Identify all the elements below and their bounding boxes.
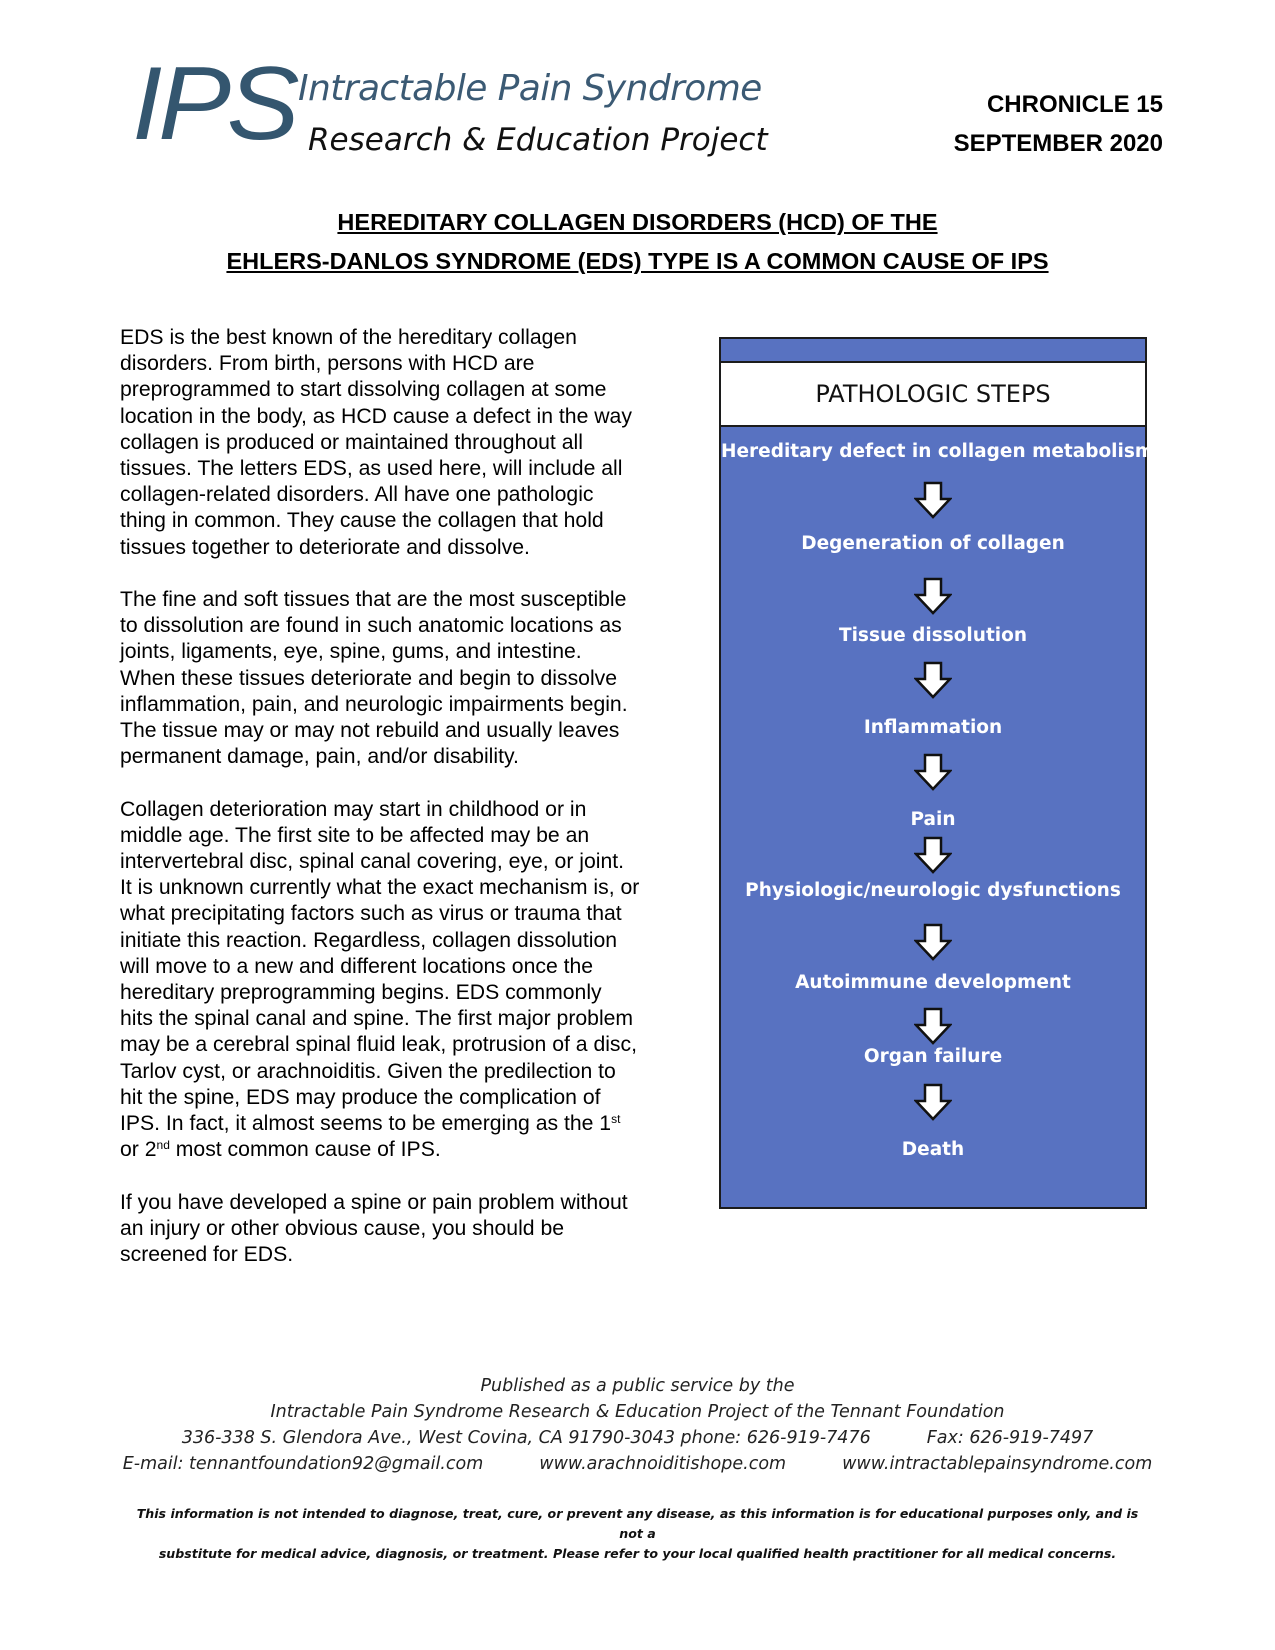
footer-address-row (0, 1425, 1275, 1451)
text-line: It is unknown currently what the exact mechanism is, or (120, 876, 640, 900)
superscript-st: st (611, 1112, 621, 1127)
text-line: IPS. In fact, it almost seems to be emerging as the 1 (120, 1112, 612, 1136)
title-line-1: HEREDITARY COLLAGEN DISORDERS (HCD) OF THE (337, 209, 938, 235)
text-line: may be a cerebral spinal fluid leak, protrusion of a disc, (120, 1033, 638, 1057)
text-line: hereditary preprogramming begins. EDS commonly (120, 981, 602, 1005)
down-arrow-icon (914, 577, 952, 615)
down-arrow-icon (914, 1083, 952, 1121)
text-line: initiate this reaction. Regardless, collagen dissolution (120, 928, 618, 952)
footer (0, 1373, 1275, 1477)
text-line: intervertebral disc, spinal canal covering, eye, or joint. (120, 850, 625, 874)
title-line-2: EHLERS-DANLOS SYNDROME (EDS) TYPE IS A COMMON CAUSE OF IPS (226, 248, 1049, 274)
disclaimer-line-2: substitute for medical advice, diagnosis, or treatment. Please refer to your local qualified health practitioner for all medical concerns. (158, 1546, 1117, 1561)
text-line: middle age. The first site to be affected may be an (120, 823, 590, 847)
paragraph-2 (120, 587, 680, 770)
text-line: joints, ligaments, eye, spine, gums, and intestine. (120, 640, 582, 664)
paragraph-1 (120, 325, 680, 561)
text-line: thing in common. They cause the collagen that hold (120, 509, 604, 533)
text-line: tissues together to deteriorate and dissolve. (120, 535, 530, 559)
text-line: an injury or other obvious cause, you should be (120, 1216, 565, 1240)
text-line: screened for EDS. (120, 1243, 294, 1267)
text-line: Tarlov cyst, or arachnoiditis. Given the predilection to (120, 1059, 616, 1083)
text-line: disorders. From birth, persons with HCD are (120, 352, 535, 376)
text-line: permanent damage, pain, and/or disability. (120, 745, 519, 769)
logo-line-1: Intractable Pain Syndrome (298, 68, 762, 109)
paragraph-4 (120, 1190, 680, 1269)
footer-line-2: Intractable Pain Syndrome Research & Education Project of the Tennant Foundation (270, 1402, 1005, 1422)
footer-address: 336-338 S. Glendora Ave., West Covina, CA 91790-3043 phone: 626-919-7476 (181, 1428, 871, 1448)
step-death: Death (901, 1139, 965, 1160)
pathologic-steps-panel (719, 337, 1155, 1209)
superscript-nd: nd (156, 1138, 170, 1153)
down-arrow-icon (914, 661, 952, 699)
down-arrow-icon (914, 753, 952, 791)
text-line: most common cause of IPS. (169, 1138, 441, 1162)
footer-fax: Fax: 626-919-7497 (926, 1428, 1094, 1448)
text-line: EDS is the best known of the hereditary collagen (120, 326, 577, 349)
text-line: what precipitating factors such as virus or trauma that (120, 902, 622, 926)
text-line: or 2 (120, 1138, 157, 1162)
text-line: The tissue may or may not rebuild and usually leaves (120, 719, 620, 743)
text-line: will move to a new and different locations once the (120, 954, 594, 978)
text-line: to dissolution are found in such anatomic locations as (120, 614, 622, 638)
down-arrow-icon (914, 1007, 952, 1045)
step-physiologic-dysfunctions: Physiologic/neurologic dysfunctions (745, 880, 1121, 901)
body-text (120, 325, 680, 1294)
text-line: When these tissues deteriorate and begin to dissolve (120, 666, 618, 690)
disclaimer (130, 1504, 1145, 1564)
step-degeneration: Degeneration of collagen (801, 533, 1065, 554)
down-arrow-icon (914, 836, 952, 874)
step-organ-failure: Organ failure (863, 1046, 1003, 1067)
paragraph-3 (120, 797, 680, 1164)
chronicle-number: CHRONICLE 15 (986, 91, 1163, 118)
text-line: tissues. The letters EDS, as used here, will include all (120, 457, 623, 481)
text-line: inflammation, pain, and neurologic impairments begin. (120, 692, 628, 716)
step-autoimmune-development: Autoimmune development (795, 972, 1071, 993)
step-inflammation: Inflammation (863, 717, 1003, 738)
footer-email[interactable]: E-mail: tennantfoundation92@gmail.com (122, 1454, 484, 1474)
footer-contact-row (0, 1451, 1275, 1477)
step-hereditary-defect: Hereditary defect in collagen metabolism (721, 441, 1155, 462)
panel-heading: PATHOLOGIC STEPS (719, 361, 1147, 427)
text-line: hits the spinal canal and spine. The first major problem (120, 1007, 634, 1031)
text-line: preprogrammed to start dissolving collagen at some (120, 378, 607, 402)
text-line: collagen is produced or maintained throughout all (120, 430, 583, 454)
down-arrow-icon (914, 481, 952, 519)
chronicle-date: SEPTEMBER 2020 (953, 130, 1163, 157)
down-arrow-icon (914, 923, 952, 961)
text-line: hit the spine, EDS may produce the complication of (120, 1085, 601, 1109)
logo-mark: IPS (132, 46, 296, 162)
step-pain: Pain (910, 809, 956, 830)
text-line: Collagen deterioration may start in childhood or in (120, 797, 587, 821)
text-line: location in the body, as HCD cause a defect in the way (120, 404, 632, 428)
footer-website-2[interactable]: www.intractablepainsyndrome.com (842, 1454, 1153, 1474)
logo (132, 46, 768, 172)
step-tissue-dissolution: Tissue dissolution (838, 625, 1028, 646)
text-line: The fine and soft tissues that are the most susceptible (120, 588, 627, 612)
text-line: collagen-related disorders. All have one pathologic (120, 483, 594, 507)
text-line: If you have developed a spine or pain problem without (120, 1190, 628, 1214)
disclaimer-line-1: This information is not intended to diagnose, treat, cure, or prevent any disease, as this information is for educational purposes only, and is not a (136, 1506, 1139, 1541)
footer-line-1: Published as a public service by the (480, 1376, 795, 1396)
logo-line-2: Research & Education Project (308, 122, 768, 158)
footer-website-1[interactable]: www.arachnoiditishope.com (539, 1454, 787, 1474)
